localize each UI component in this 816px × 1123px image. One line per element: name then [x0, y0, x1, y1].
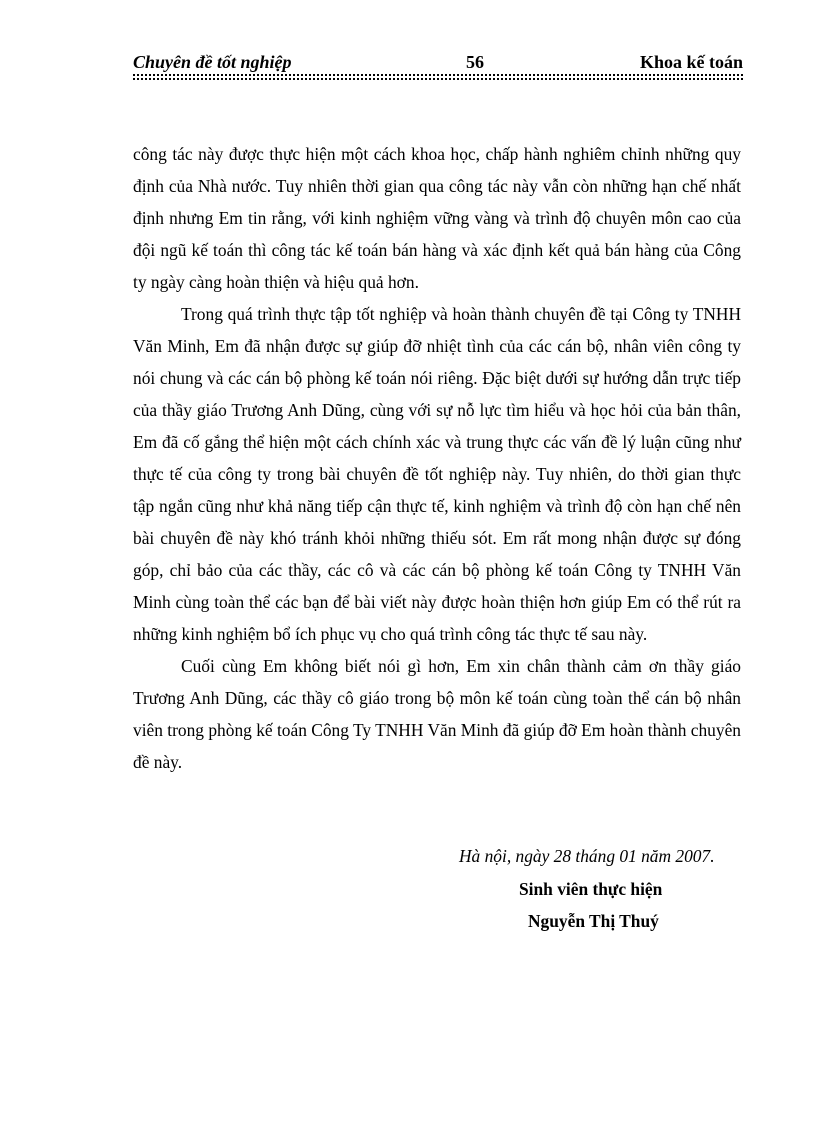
signature-role: Sinh viên thực hiện: [519, 879, 663, 899]
page-header: [133, 52, 743, 76]
header-department: Khoa kế toán: [639, 52, 743, 72]
header-divider-second: [133, 78, 743, 80]
page-number: 56: [466, 52, 484, 72]
document-body: [133, 138, 741, 778]
signature-name: Nguyễn Thị Thuý: [528, 911, 659, 931]
header-document-title: Chuyên đề tốt nghiệp: [133, 52, 292, 72]
signature-date: Hà nội, ngày 28 tháng 01 năm 2007.: [459, 846, 715, 866]
paragraph-acknowledgement: Trong quá trình thực tập tốt nghiệp và hoàn thành chuyên đề tại Công ty TNHH Văn Minh, Em đã nhận được sự giúp đỡ nhiệt tình của các cán bộ, nhân viên công ty nói chung và các cán bộ phòng kế toán nói riêng. Đặc biệt dưới sự hướng dẫn trực tiếp của thầy giáo Trương Anh Dũng, cùng với sự nỗ lực tìm hiểu và học hỏi của bản thân, Em đã cố gắng thể hiện một cách chính xác và trung thực các vấn đề lý luận cũng như thực tế của công ty trong bài chuyên đề tốt nghiệp này. Tuy nhiên, do thời gian thực tập ngắn cũng như khả năng tiếp cận thực tế, kinh nghiệm và trình độ còn hạn chế nên bài chuyên đề này khó tránh khỏi những thiếu sót. Em rất mong nhận được sự đóng góp, chỉ bảo của các thầy, các cô và các cán bộ phòng kế toán Công ty TNHH Văn Minh cùng toàn thể các bạn để bài viết này được hoàn thiện hơn giúp Em có thể rút ra những kinh nghiệm bổ ích phục vụ cho quá trình công tác thực tế sau này.: [133, 304, 741, 644]
paragraph-closing: Cuối cùng Em không biết nói gì hơn, Em xin chân thành cảm ơn thầy giáo Trương Anh Dũng, các thầy cô giáo trong bộ môn kế toán cùng toàn thể cán bộ nhân viên trong phòng kế toán Công Ty TNHH Văn Minh đã giúp đỡ Em hoàn thành chuyên đề này.: [133, 656, 741, 772]
paragraph-continuation: công tác này được thực hiện một cách khoa học, chấp hành nghiêm chỉnh những quy định của Nhà nước. Tuy nhiên thời gian qua công tác này vẫn còn những hạn chế nhất định nhưng Em tin rằng, với kinh nghiệm vững vàng và trình độ chuyên môn cao của đội ngũ kế toán thì công tác kế toán bán hàng và xác định kết quả bán hàng của Công ty ngày càng hoàn thiện và hiệu quả hơn.: [133, 144, 741, 292]
header-divider: [133, 74, 743, 76]
